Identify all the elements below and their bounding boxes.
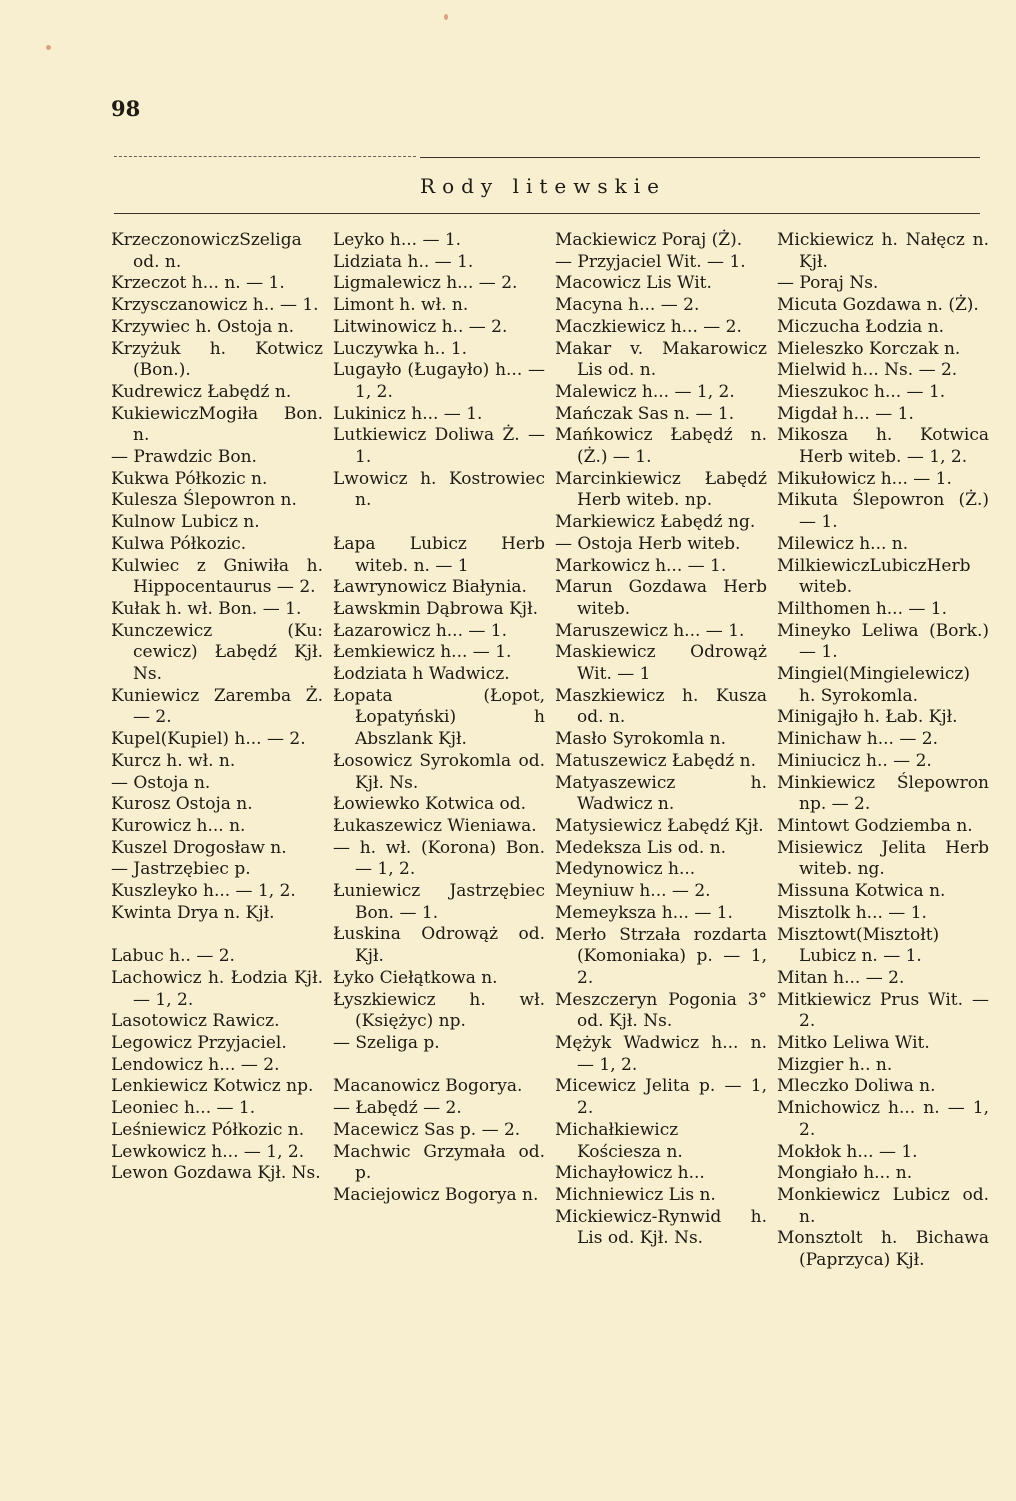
surname-entry: Kuszel Drogosław n. (111, 837, 287, 858)
surname-entry: Mańkowicz Łabędź n. (Ż.) — 1. (555, 425, 767, 468)
surname-entry: Monkiewicz Lubicz od. n. (777, 1184, 989, 1227)
letter-gap (111, 925, 323, 947)
surname-entry: Macowicz Lis Wit. (555, 273, 712, 294)
surname-entry: Łodziata h Wadwicz. (333, 664, 510, 685)
surname-entry: Kuniewicz Zaremba Ż. — 2. (111, 685, 323, 728)
surname-entry: Mieszukoc h... — 1. (777, 381, 946, 402)
surname-entry: Łyko Ciełątkowa n. (333, 967, 498, 988)
surname-entry: Meyniuw h... — 2. (555, 881, 711, 902)
surname-entry: Lewon Gozdawa Kjł. Ns. (111, 1163, 321, 1184)
entry-column-1 (111, 230, 323, 1185)
surname-entry: Mickiewicz-Rynwid h. Lis od. Kjł. Ns. (555, 1206, 767, 1249)
surname-entry: Milthomen h... — 1. (777, 598, 948, 619)
surname-entry: Machwic Grzymała od. p. (333, 1141, 545, 1184)
surname-entry: — Szeliga p. (333, 1033, 440, 1053)
surname-entry: Mineyko Leliwa (Bork.) — 1. (777, 620, 989, 663)
surname-entry: Leoniec h... — 1. (111, 1098, 256, 1119)
surname-entry: Michałkiewicz Kościesza n. (555, 1119, 683, 1162)
surname-entry: Makar v. Makarowicz Lis od. n. (555, 338, 767, 381)
surname-entry: Kulnow Lubicz n. (111, 512, 260, 533)
surname-entry: Minigajło h. Łab. Kjł. (777, 707, 958, 728)
surname-entry: Kuszleyko h... — 1, 2. (111, 881, 296, 902)
surname-entry: — Jastrzębiec p. (111, 859, 251, 880)
surname-entry: — Ostoja n. (111, 772, 211, 793)
surname-entry: Matuszewicz Łabędź n. (555, 750, 756, 771)
surname-entry: Litwinowicz h.. — 2. (333, 316, 508, 337)
surname-entry: Łukaszewicz Wieniawa. (333, 815, 537, 836)
surname-entry: Markiewicz Łabędź ng. (555, 512, 756, 533)
surname-entry: Lasotowicz Rawicz. (111, 1011, 280, 1032)
surname-entry: Maszkiewicz h. Kusza od. n. (555, 685, 767, 728)
surname-entry: Kurowicz h... n. (111, 815, 246, 836)
surname-entry: Lwowicz h. Kostrowiec n. (333, 468, 545, 511)
surname-entry: Krzyżuk h. Kotwicz (Bon.). (111, 338, 323, 381)
letter-gap (333, 1055, 545, 1077)
surname-entry: Monsztolt h. Bichawa (Paprzyca) Kjł. (777, 1228, 989, 1271)
header-rule-right (420, 157, 980, 158)
header-rule-left (114, 156, 416, 157)
surname-entry: Kurcz h. wł. n. (111, 750, 236, 771)
surname-entry: — h. wł. (Korona) Bon. — 1, 2. (333, 837, 545, 880)
surname-entry: Łemkiewicz h... — 1. (333, 642, 512, 663)
surname-entry: Leśniewicz Półkozic n. (111, 1119, 305, 1140)
surname-entry: Mielwid h... Ns. — 2. (777, 360, 958, 381)
surname-entry: Minkiewicz Ślepowron np. — 2. (777, 772, 989, 815)
surname-entry: Lidziata h.. — 1. (333, 251, 474, 272)
surname-entry: Łosowicz Syrokomla od. Kjł. Ns. (333, 750, 545, 793)
surname-entry: Memeyksza h... — 1. (555, 902, 733, 923)
surname-entry: Kurosz Ostoja n. (111, 794, 253, 815)
surname-entry: Medynowicz h... (555, 859, 696, 880)
surname-entry: Łapa Lubicz Herb witeb. n. — 1 (333, 533, 545, 576)
surname-entry: Miniucicz h.. — 2. (777, 750, 932, 771)
surname-entry: — Prawdzic Bon. (111, 447, 257, 468)
surname-entry: Leyko h... — 1. (333, 230, 462, 250)
surname-entry: Misztowt(Misztołt) Lubicz n. — 1. (777, 924, 940, 967)
surname-entry: Merło Strzała rozdarta (Komoniaka) p. — 1, 2. (555, 924, 767, 988)
surname-entry: Meszczeryn Pogonia 3° od. Kjł. Ns. (555, 989, 767, 1032)
surname-entry: Markowicz h... — 1. (555, 555, 727, 576)
surname-entry: Michniewicz Lis n. (555, 1184, 716, 1205)
ink-spot (444, 14, 448, 20)
surname-entry: Ławskmin Dąbrowa Kjł. (333, 598, 538, 619)
surname-entry: Ławrynowicz Białynia. (333, 577, 527, 598)
surname-entry: Michayłowicz h... (555, 1163, 705, 1184)
surname-entry: Masło Syrokomla n. (555, 729, 727, 750)
surname-entry: Luczywka h.. 1. (333, 338, 468, 359)
surname-entry: Łazarowicz h... — 1. (333, 620, 508, 641)
surname-entry: — Ostoja Herb witeb. (555, 533, 741, 554)
surname-entry: Mężyk Wadwicz h... n. — 1, 2. (555, 1033, 767, 1075)
surname-entry: Łowiewko Kotwica od. (333, 794, 527, 815)
letter-gap (333, 512, 545, 534)
page-number: 98 (111, 96, 141, 121)
surname-entry: KukiewiczMogiła Bon. n. (111, 403, 323, 446)
surname-entry: MilkiewiczLubiczHerb witeb. (777, 555, 971, 598)
ink-spot (46, 45, 51, 50)
surname-entry: Mingiel(Mingielewicz) h. Syrokomla. (777, 664, 971, 706)
surname-entry: Lutkiewicz Doliwa Ż. — 1. (333, 425, 545, 468)
surname-entry: Maciejowicz Bogorya n. (333, 1184, 539, 1205)
surname-entry: Kunczewicz (Ku: cewicz) Łabędź Kjł. Ns. (111, 620, 323, 685)
surname-entry: Krzywiec h. Ostoja n. (111, 316, 295, 337)
surname-entry: Łuskina Odrowąż od. Kjł. (333, 924, 545, 967)
surname-entry: Macewicz Sas p. — 2. (333, 1119, 521, 1140)
surname-entry: Limont h. wł. n. (333, 295, 469, 316)
surname-entry: KrzeczonowiczSzeliga od. n. (111, 230, 302, 272)
surname-entry: Mokłok h... — 1. (777, 1141, 918, 1162)
surname-entry: Malewicz h... — 1, 2. (555, 381, 735, 402)
surname-entry: Kulwa Półkozic. (111, 533, 247, 554)
surname-entry: Maczkiewicz h... — 2. (555, 316, 742, 337)
surname-entry: Mackiewicz Poraj (Ż). (555, 230, 743, 250)
surname-entry: Ligmalewicz h... — 2. (333, 273, 518, 294)
surname-entry: Migdał h... — 1. (777, 403, 914, 424)
surname-entry: Medeksza Lis od. n. (555, 837, 727, 858)
surname-entry: Marun Gozdawa Herb witeb. (555, 577, 767, 619)
surname-entry: Krzysczanowicz h.. — 1. (111, 295, 319, 316)
heading-rule (114, 213, 980, 214)
section-title: Rody litewskie (420, 174, 666, 198)
entry-column-3 (555, 230, 767, 1250)
surname-entry: Kulwiec z Gniwiła h. Hippocentaurus — 2. (111, 555, 323, 598)
surname-entry: Kwinta Drya n. Kjł. (111, 902, 275, 923)
surname-entry: Micuta Gozdawa n. (Ż). (777, 295, 979, 316)
surname-entry: Miczucha Łodzia n. (777, 316, 945, 337)
surname-entry: Minichaw h... — 2. (777, 729, 938, 750)
surname-entry: Mickiewicz h. Nałęcz n. Kjł. (777, 230, 989, 272)
surname-entry: Krzeczot h... n. — 1. (111, 273, 285, 294)
surname-entry: — Łabędź — 2. (333, 1098, 462, 1119)
surname-entry: Lachowicz h. Łodzia Kjł. — 1, 2. (111, 967, 323, 1010)
surname-entry: Marcinkiewicz Łabędź Herb witeb. np. (555, 468, 767, 511)
entry-column-4 (777, 230, 989, 1272)
surname-entry: Kułak h. wł. Bon. — 1. (111, 598, 302, 619)
surname-entry: Mikuta Ślepowron (Ż.) — 1. (777, 490, 989, 533)
surname-entry: Micewicz Jelita p. — 1, 2. (555, 1076, 767, 1119)
surname-entry: Mieleszko Korczak n. (777, 338, 961, 359)
surname-entry: Mleczko Doliwa n. (777, 1076, 936, 1097)
surname-entry: Łuniewicz Jastrzębiec Bon. — 1. (333, 881, 545, 923)
surname-entry: Kukwa Półkozic n. (111, 468, 268, 489)
surname-entry: Kulesza Ślepowron n. (111, 490, 297, 511)
surname-entry: Lenkiewicz Kotwicz np. (111, 1076, 314, 1097)
surname-entry: Macyna h... — 2. (555, 295, 700, 316)
surname-entry: Milewicz h... n. (777, 533, 909, 554)
surname-entry: Mnichowicz h... n. — 1, 2. (777, 1098, 989, 1140)
surname-entry: Mikułowicz h... — 1. (777, 468, 952, 489)
surname-entry: Mizgier h.. n. (777, 1054, 893, 1075)
surname-entry: Maruszewicz h... — 1. (555, 620, 745, 641)
surname-entry: Mańczak Sas n. — 1. (555, 403, 735, 424)
surname-entry: Lewkowicz h... — 1, 2. (111, 1141, 305, 1162)
surname-entry: Legowicz Przyjaciel. (111, 1033, 287, 1053)
surname-entry: Mitan h... — 2. (777, 967, 905, 988)
surname-entry: — Przyjaciel Wit. — 1. (555, 251, 746, 272)
surname-entry: Misiewicz Jelita Herb witeb. ng. (777, 837, 989, 880)
surname-entry: Mitko Leliwa Wit. (777, 1033, 930, 1054)
surname-entry: Kupel(Kupiel) h... — 2. (111, 729, 306, 750)
surname-entry: Mintowt Godziemba n. (777, 815, 973, 836)
surname-entry: Łyszkiewicz h. wł. (Księżyc) np. (333, 989, 545, 1032)
surname-entry: Matysiewicz Łabędź Kjł. (555, 815, 764, 836)
surname-entry: Macanowicz Bogorya. (333, 1076, 523, 1097)
entry-column-2 (333, 230, 545, 1207)
surname-entry: Labuc h.. — 2. (111, 946, 235, 967)
surname-entry: Lendowicz h... — 2. (111, 1054, 280, 1075)
surname-entry: Mitkiewicz Prus Wit. — 2. (777, 989, 989, 1032)
surname-entry: Lugayło (Ługayło) h... — 1, 2. (333, 360, 545, 402)
surname-entry: Missuna Kotwica n. (777, 881, 946, 902)
surname-entry: Mikosza h. Kotwica Herb witeb. — 1, 2. (777, 425, 989, 468)
surname-entry: Mongiało h... n. (777, 1163, 913, 1184)
surname-entry: Matyaszewicz h. Wadwicz n. (555, 772, 767, 815)
surname-entry: Maskiewicz Odrowąż Wit. — 1 (555, 642, 767, 685)
surname-entry: Kudrewicz Łabędź n. (111, 381, 292, 402)
surname-entry: Lukinicz h... — 1. (333, 403, 483, 424)
surname-entry: — Poraj Ns. (777, 273, 879, 294)
surname-entry: Łopata (Łopot, Łopatyński) h Abszlank Kjł. (333, 685, 545, 750)
surname-entry: Misztolk h... — 1. (777, 902, 927, 923)
